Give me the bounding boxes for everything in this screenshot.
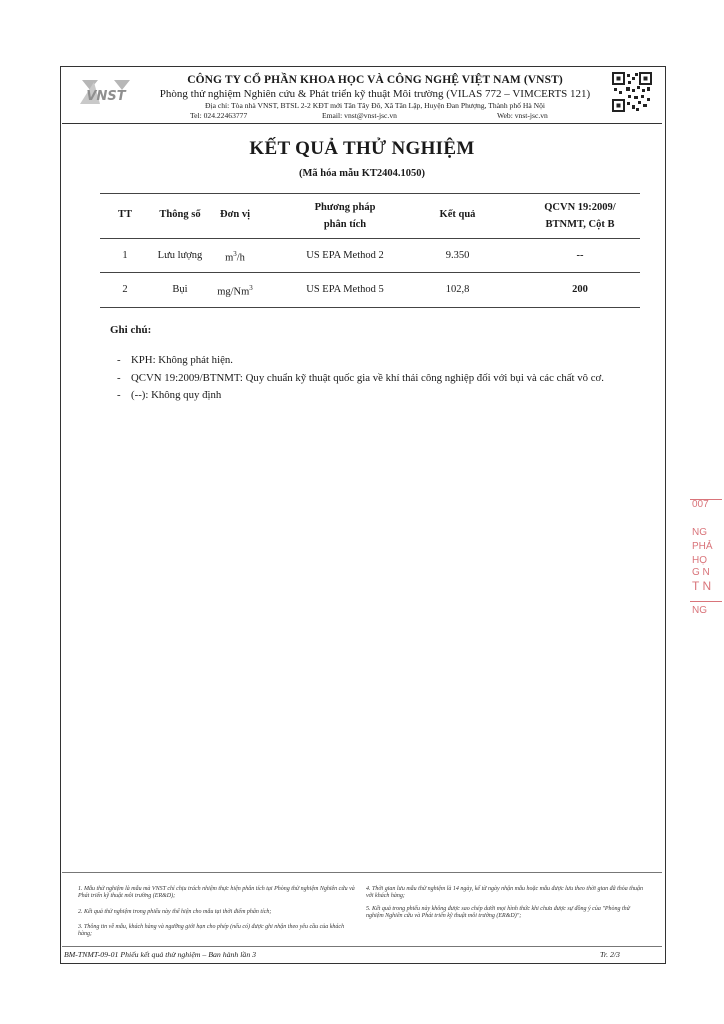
table-bottom-rule — [100, 307, 640, 308]
header-qcvn — [520, 199, 640, 233]
stamp-fragment — [688, 495, 724, 625]
svg-text:VNST: VNST — [86, 89, 126, 104]
table-top-rule — [100, 193, 640, 194]
website: Web: vnst-jsc.vn — [497, 111, 548, 120]
note-text: KPH: Không phát hiện. — [131, 354, 233, 366]
header-method-line2: phân tích — [323, 219, 367, 230]
table-row-rule — [100, 272, 640, 273]
header-result: Kết quả — [439, 209, 476, 220]
row-tt: 1 — [122, 250, 128, 261]
note-item — [117, 372, 604, 384]
note-item — [117, 389, 221, 401]
footnote-item: 4. Thời gian lưu mẫu thử nghiệm là 14 ngày, kể từ ngày nhận mẫu hoặc mẫu được lưu theo thời gian đã thỏa thuận với khách hàng; — [366, 886, 643, 900]
row-parameter: Lưu lượng — [157, 250, 203, 261]
footnote-item: 1. Mẫu thử nghiệm là mẫu mà VNST chỉ chịu trách nhiệm thực hiện phân tích tại Phòng thử nghiệm Nghiên cứu và Phát triển kỹ thuật môi trường (ER&D); — [78, 886, 355, 900]
footnote-item: 3. Thông tin về mẫu, khách hàng và ngưỡng giới hạn cho phép (nếu có) được ghi nhận theo yêu cầu của khách hàng; — [78, 924, 345, 938]
row-limit: -- — [576, 250, 584, 261]
stamp-line — [690, 601, 722, 602]
page-number: Tr. 2/3 — [600, 950, 620, 959]
document-title: KẾT QUẢ THỬ NGHIỆM — [249, 138, 475, 159]
header-tt: TT — [117, 209, 132, 220]
row-tt: 2 — [122, 284, 128, 295]
note-text: (--): Không quy định — [131, 389, 222, 401]
row-parameter: Bụi — [172, 284, 188, 295]
unit-superscript: 3 — [249, 284, 253, 292]
table-header-rule — [100, 238, 640, 239]
footer-divider — [62, 946, 662, 947]
header-qcvn-line2: BTNMT, Cột B — [545, 219, 615, 230]
stamp-text: HỌ — [692, 555, 707, 566]
stamp-text: G N — [692, 567, 710, 578]
header-method — [280, 199, 410, 233]
unit-tail: /h — [236, 252, 245, 264]
email-address: Email: vnst@vnst-jsc.vn — [322, 111, 397, 120]
company-name: CÔNG TY CỔ PHẦN KHOA HỌC VÀ CÔNG NGHỆ VIỆT NAM (VNST) — [187, 74, 563, 86]
footnote-item: 5. Kết quả trong phiếu này không được sao chép dưới mọi hình thức khi chưa được sự đồng ý của "Phòng thử nghiệm Nghiên cứu và Phát triển kỹ thuật môi trường (ER&D)"; — [366, 906, 630, 920]
footnote-item: 2. Kết quả thử nghiệm trong phiếu này thể hiện cho mẫu tại thời điểm phân tích; — [78, 909, 272, 915]
stamp-text: 007 — [692, 499, 709, 510]
header-divider — [62, 123, 662, 124]
sample-code: (Mã hóa mẫu KT2404.1050) — [299, 168, 425, 179]
header-parameter: Thông số — [159, 209, 201, 220]
company-address: Địa chỉ: Tòa nhà VNST, BTSL 2-2 KĐT mới Tân Tây Đô, Xã Tân Lập, Huyện Đan Phượng, Thành phố Hà Nội — [205, 101, 545, 110]
stamp-text: NG — [692, 527, 707, 538]
vnst-logo — [80, 76, 132, 106]
header-method-line1: Phương pháp — [314, 202, 376, 213]
row-unit — [200, 250, 270, 264]
row-result: 9.350 — [445, 250, 470, 261]
header-unit: Đơn vị — [219, 209, 251, 220]
note-bullet: - — [117, 372, 121, 384]
qr-code — [612, 72, 652, 112]
stamp-text: T N — [692, 579, 712, 593]
stamp-text: PHẢ — [692, 541, 713, 552]
notes-heading: Ghi chú: — [110, 324, 152, 336]
note-bullet: - — [117, 354, 121, 366]
phone-number: Tel: 024.22463777 — [190, 111, 248, 120]
note-bullet: - — [117, 389, 121, 401]
footnote-divider — [62, 872, 662, 873]
lab-name: Phòng thử nghiệm Nghiên cứu & Phát triển kỹ thuật Môi trường (VILAS 772 – VIMCERTS 121) — [159, 88, 591, 100]
note-item — [117, 354, 233, 366]
header-qcvn-line1: QCVN 19:2009/ — [544, 202, 616, 213]
row-method: US EPA Method 2 — [306, 250, 384, 261]
stamp-line — [690, 499, 722, 500]
stamp-text: NG — [692, 605, 707, 616]
row-result: 102,8 — [445, 284, 470, 295]
row-limit: 200 — [572, 284, 588, 295]
unit-base: mg/Nm — [217, 286, 250, 298]
unit-base: m — [225, 252, 234, 264]
unit-superscript: 3 — [233, 250, 237, 258]
note-text: QCVN 19:2009/BTNMT: Quy chuẩn kỹ thuật quốc gia về khí thải công nghiệp đối với bụi và các chất vô cơ. — [131, 372, 604, 384]
row-method: US EPA Method 5 — [306, 284, 384, 295]
form-code: BM-TNMT-09-01 Phiếu kết quả thử nghiệm – Ban hành lần 3 — [64, 950, 257, 959]
row-unit — [200, 284, 270, 298]
